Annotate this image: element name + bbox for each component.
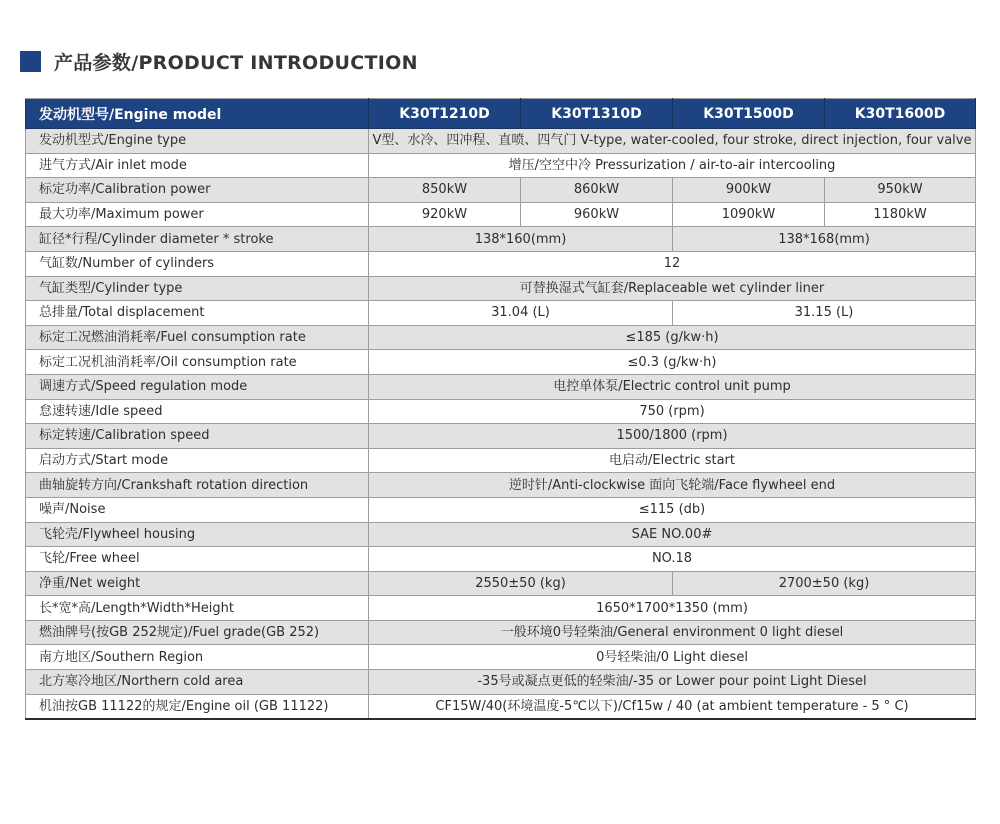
table-row [26,645,976,670]
page-header [20,48,1000,75]
row-value: 0号轻柴油/0 Light diesel [369,645,976,670]
row-label: 标定工况燃油消耗率/Fuel consumption rate [26,325,369,350]
row-label: 标定功率/Calibration power [26,178,369,203]
table-row [26,497,976,522]
row-label: 发动机型式/Engine type [26,129,369,154]
table-row [26,448,976,473]
row-value: 1090kW [673,202,825,227]
row-value: 一般环境0号轻柴油/General environment 0 light diesel [369,620,976,645]
row-value: 31.04 (L) [369,301,673,326]
row-value: 138*160(mm) [369,227,673,252]
table-row [26,620,976,645]
row-value: -35号或凝点更低的轻柴油/-35 or Lower pour point Light Diesel [369,670,976,695]
row-value: 960kW [521,202,673,227]
row-label: 缸径*行程/Cylinder diameter * stroke [26,227,369,252]
row-value: 电控单体泵/Electric control unit pump [369,374,976,399]
row-label: 机油按GB 11122的规定/Engine oil (GB 11122) [26,694,369,719]
row-value: 1650*1700*1350 (mm) [369,596,976,621]
page-title: 产品参数/PRODUCT INTRODUCTION [54,52,418,74]
row-value: 可替换湿式气缸套/Replaceable wet cylinder liner [369,276,976,301]
row-label: 净重/Net weight [26,571,369,596]
row-value: 2550±50 (kg) [369,571,673,596]
row-value: 电启动/Electric start [369,448,976,473]
table-row [26,227,976,252]
table-header-row [26,99,976,129]
table-row [26,596,976,621]
table-row [26,153,976,178]
table-row [26,276,976,301]
table-row [26,547,976,572]
row-value: 1180kW [825,202,976,227]
row-label: 进气方式/Air inlet mode [26,153,369,178]
row-label: 噪声/Noise [26,497,369,522]
row-value: 138*168(mm) [673,227,976,252]
table-row [26,424,976,449]
row-label: 飞轮/Free wheel [26,547,369,572]
table-row [26,251,976,276]
header-model-k30t1600d: K30T1600D [825,99,976,129]
row-label: 北方寒冷地区/Northern cold area [26,670,369,695]
row-value: 31.15 (L) [673,301,976,326]
spec-table-body [26,129,976,720]
header-engine-model-label: 发动机型号/Engine model [26,99,369,129]
row-label: 怠速转速/Idle speed [26,399,369,424]
table-row [26,694,976,719]
table-row [26,522,976,547]
row-value: 900kW [673,178,825,203]
row-label: 总排量/Total displacement [26,301,369,326]
engine-spec-table [25,98,976,720]
row-label: 气缸类型/Cylinder type [26,276,369,301]
table-row [26,350,976,375]
row-value: CF15W/40(环境温度-5℃以下)/Cf15w / 40 (at ambient temperature - 5 ° C) [369,694,976,719]
row-label: 调速方式/Speed regulation mode [26,374,369,399]
row-value: V型、水冷、四冲程、直喷、四气门 V-type, water-cooled, four stroke, direct injection, four valve [369,129,976,154]
row-value: NO.18 [369,547,976,572]
header-model-k30t1210d: K30T1210D [369,99,521,129]
row-label: 最大功率/Maximum power [26,202,369,227]
row-value: ≤0.3 (g/kw·h) [369,350,976,375]
row-value: 1500/1800 (rpm) [369,424,976,449]
header-model-k30t1310d: K30T1310D [521,99,673,129]
row-label: 启动方式/Start mode [26,448,369,473]
row-label: 曲轴旋转方向/Crankshaft rotation direction [26,473,369,498]
table-row [26,129,976,154]
header-model-k30t1500d: K30T1500D [673,99,825,129]
table-row [26,571,976,596]
row-value: 2700±50 (kg) [673,571,976,596]
row-label: 气缸数/Number of cylinders [26,251,369,276]
row-label: 飞轮壳/Flywheel housing [26,522,369,547]
row-value: 12 [369,251,976,276]
table-row [26,301,976,326]
row-value: 920kW [369,202,521,227]
row-value: 750 (rpm) [369,399,976,424]
row-value: 850kW [369,178,521,203]
row-value: SAE NO.00# [369,522,976,547]
table-row [26,399,976,424]
row-value: ≤185 (g/kw·h) [369,325,976,350]
table-row [26,178,976,203]
row-value: 逆时针/Anti-clockwise 面向飞轮端/Face flywheel end [369,473,976,498]
row-value: 增压/空空中冷 Pressurization / air-to-air intercooling [369,153,976,178]
row-label: 标定工况机油消耗率/Oil consumption rate [26,350,369,375]
row-value: ≤115 (db) [369,497,976,522]
row-label: 燃油牌号(按GB 252规定)/Fuel grade(GB 252) [26,620,369,645]
row-value: 950kW [825,178,976,203]
title-square-icon [20,51,41,72]
row-label: 南方地区/Southern Region [26,645,369,670]
row-label: 长*宽*高/Length*Width*Height [26,596,369,621]
table-row [26,374,976,399]
table-row [26,325,976,350]
table-row [26,202,976,227]
row-label: 标定转速/Calibration speed [26,424,369,449]
table-row [26,670,976,695]
table-row [26,473,976,498]
row-value: 860kW [521,178,673,203]
